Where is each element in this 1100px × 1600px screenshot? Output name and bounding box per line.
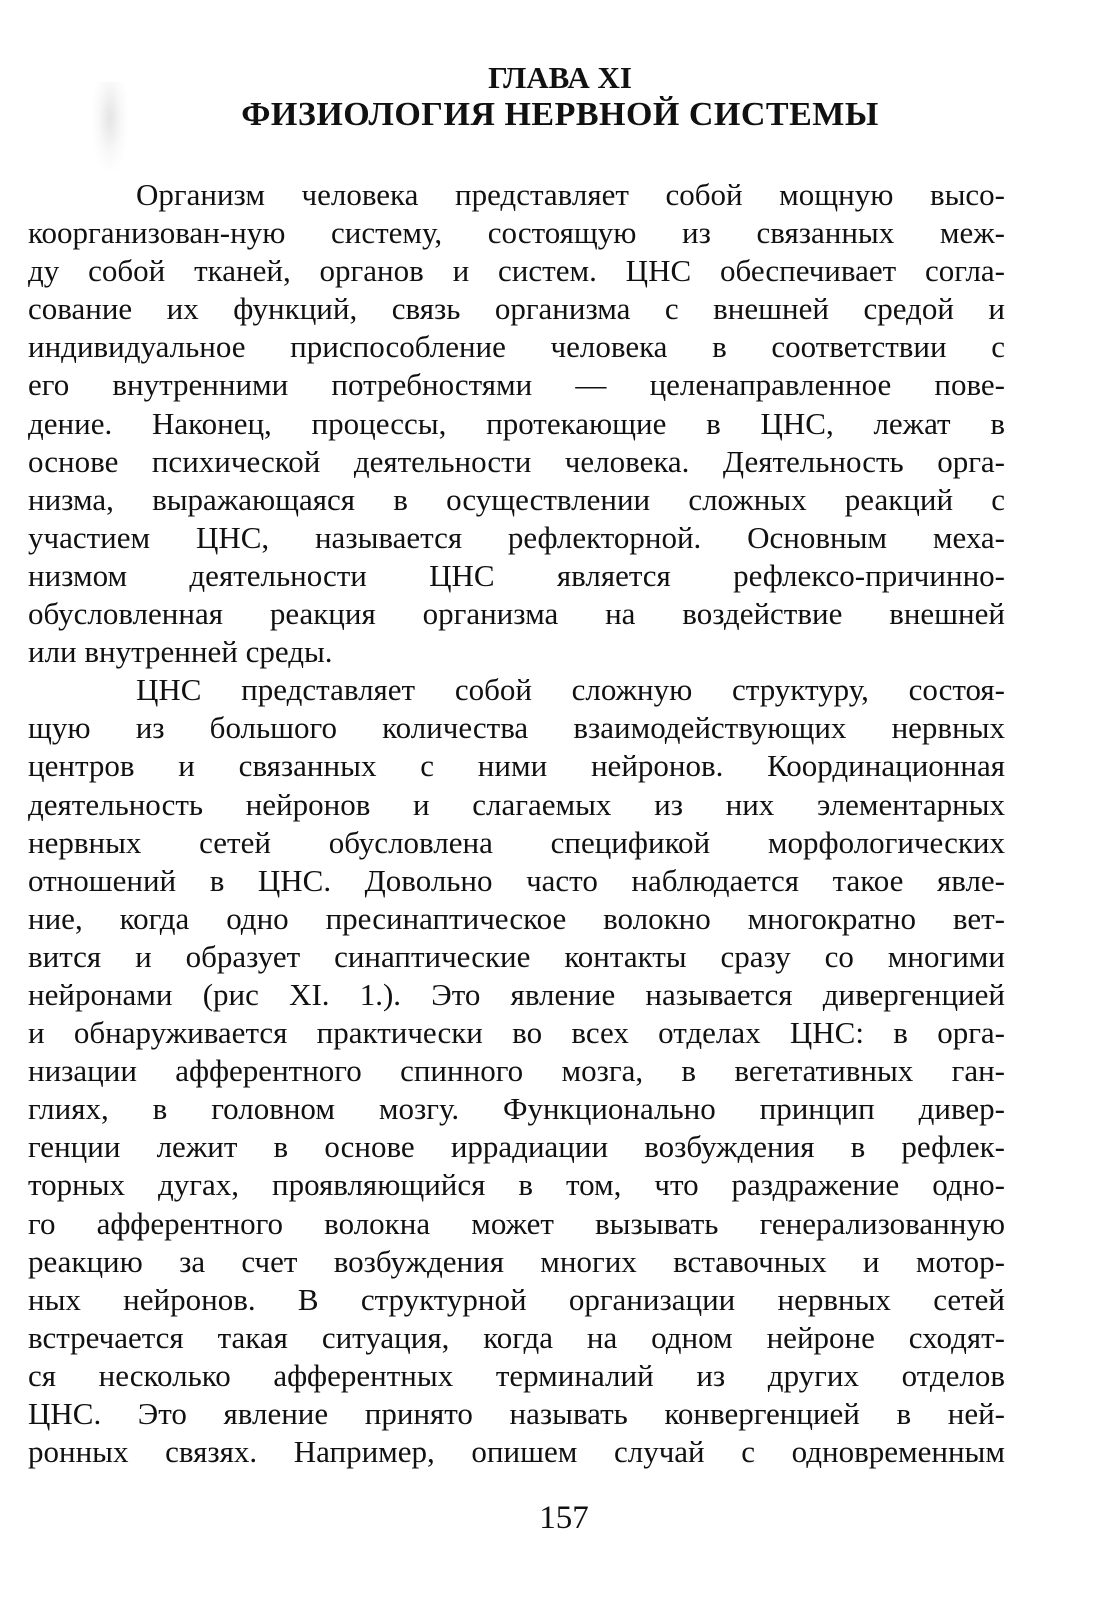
text-line: ронных связях. Например, опишем случай с одновременным — [28, 1434, 1005, 1470]
chapter-title: ФИЗИОЛОГИЯ НЕРВНОЙ СИСТЕМЫ — [241, 96, 879, 133]
text-line: торных дугах, проявляющийся в том, что раздражение одно- — [28, 1167, 1005, 1203]
text-line: глиях, в головном мозгу. Функционально принцип дивер- — [28, 1091, 1005, 1127]
text-line: генции лежит в основе иррадиации возбуждения в рефлек- — [28, 1129, 1005, 1165]
text-line: отношений в ЦНС. Довольно часто наблюдается такое явле- — [28, 862, 1005, 898]
text-line: вится и образует синаптические контакты сразу со многими — [28, 938, 1005, 974]
text-line: реакцию за счет возбуждения многих вставочных и мотор- — [28, 1243, 1005, 1279]
text-line: встречается такая ситуация, когда на одном нейроне сходят- — [28, 1319, 1005, 1355]
text-line: низма, выражающаяся в осуществлении сложных реакций с — [28, 481, 1005, 517]
text-line: нейронами (рис XI. 1.). Это явление называется дивергенцией — [28, 976, 1005, 1012]
text-line: ду собой тканей, органов и систем. ЦНС обеспечивает согла- — [28, 253, 1005, 289]
text-line: щую из большого количества взаимодействующих нервных — [28, 710, 1005, 746]
text-line: или внутренней среды. — [28, 634, 333, 670]
text-line: центров и связанных с ними нейронов. Координационная — [28, 748, 1005, 784]
text-line: индивидуальное приспособление человека в соответствии с — [28, 329, 1005, 365]
body-text — [28, 176, 1005, 1471]
text-line: коорганизован-ную систему, состоящую из связанных меж- — [28, 215, 1005, 251]
text-line: его внутренними потребностями — целенаправленное пове- — [28, 367, 1005, 403]
text-line: основе психической деятельности человека. Деятельность орга- — [28, 443, 1005, 479]
text-line: низмом деятельности ЦНС является рефлексо-причинно- — [28, 557, 1005, 593]
text-line: обусловленная реакция организма на воздействие внешней — [28, 596, 1005, 632]
text-line: Организм человека представляет собой мощную высо- — [136, 177, 1005, 212]
text-line: низации афферентного спинного мозга, в вегетативных ган- — [28, 1053, 1005, 1089]
text-line: нервных сетей обусловлена спецификой морфологических — [28, 824, 1005, 860]
chapter-number: ГЛАВА XI — [488, 60, 632, 95]
text-line: дение. Наконец, процессы, протекающие в ЦНС, лежат в — [28, 405, 1005, 441]
text-line: го афферентного волокна может вызывать генерализованную — [28, 1205, 1005, 1241]
text-line: деятельность нейронов и слагаемых из них элементарных — [28, 786, 1005, 822]
text-line: ЦНС. Это явление принято называть конвергенцией в ней- — [28, 1396, 1005, 1431]
text-line: ных нейронов. В структурной организации нервных сетей — [28, 1281, 1005, 1317]
text-line: ние, когда одно пресинаптическое волокно многократно вет- — [28, 900, 1005, 936]
text-line: ся несколько афферентных терминалий из других отделов — [28, 1357, 1005, 1393]
page-number: 157 — [539, 1500, 589, 1536]
text-line: и обнаруживается практически во всех отделах ЦНС: в орга- — [28, 1015, 1005, 1051]
text-line: участием ЦНС, называется рефлекторной. Основным меха- — [28, 519, 1005, 555]
text-line: ЦНС представляет собой сложную структуру, состоя- — [136, 672, 1005, 708]
text-line: сование их функций, связь организма с внешней средой и — [28, 291, 1005, 327]
